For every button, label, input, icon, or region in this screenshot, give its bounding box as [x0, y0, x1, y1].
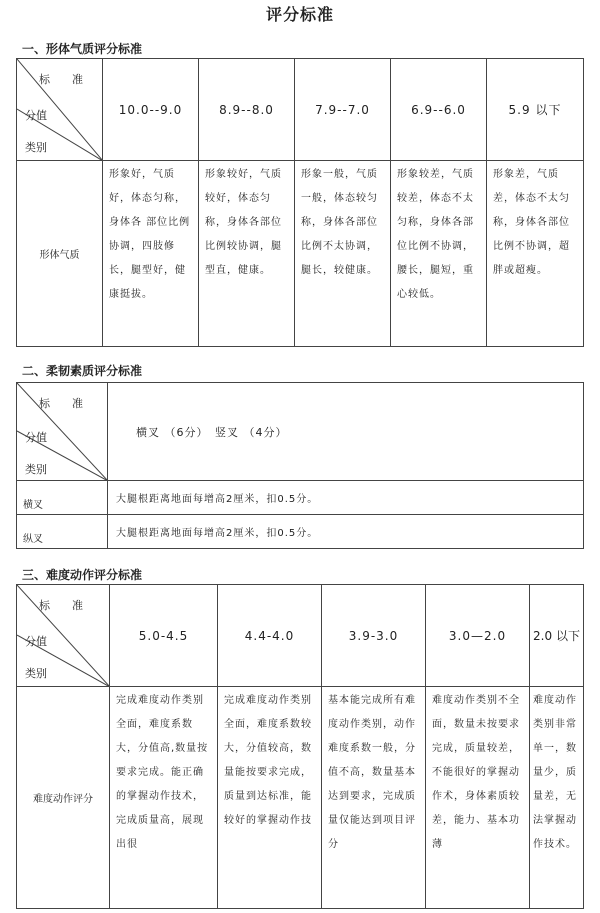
section1-cell: 形象一般，气质一般，体态较匀称，身体各部位比例不太协调，腿长，较健康。 — [295, 161, 391, 347]
section3-cell: 难度动作类别非常单一，数量少，质量差，无法掌握动作技术。 — [530, 687, 584, 909]
section2-row-label: 横叉 — [17, 481, 108, 515]
corner-std-label: 标 准 — [39, 73, 83, 86]
corner-value-label: 分值 — [25, 431, 47, 444]
corner-category-label: 类别 — [25, 667, 47, 680]
section3-cell: 完成难度动作类别全面，难度系数较大，分值较高，数量能按要求完成，质量到达标准，能较好的掌握动作技 — [218, 687, 322, 909]
section3-corner-cell — [17, 585, 110, 687]
corner-category-label: 类别 — [25, 141, 47, 154]
section3-col-header: 3.9-3.0 — [322, 585, 426, 687]
section2-table — [16, 382, 584, 549]
page-title: 评分标准 — [265, 5, 334, 24]
section1-heading: 一、形体气质评分标准 — [22, 42, 143, 56]
section1-cell: 形象好，气质好，体态匀称，身体各 部位比例协调，四肢修长，腿型好，健康挺拔。 — [103, 161, 199, 347]
section2-corner-cell — [17, 383, 108, 481]
corner-value-label: 分值 — [25, 635, 47, 648]
corner-category-label: 类别 — [25, 463, 47, 476]
section2-row-text: 大腿根距离地面每增高2厘米，扣0.5分。 — [108, 515, 584, 549]
section3-cell: 基本能完成所有难度动作类别，动作难度系数一般，分值不高，数量基本达到要求，完成质量仅能达到项目评分 — [322, 687, 426, 909]
section2-row-text: 大腿根距离地面每增高2厘米，扣0.5分。 — [108, 481, 584, 515]
section3-cell: 完成难度动作类别全面，难度系数大，分值高,数量按要求完成。能正确的掌握动作技术，完成质量高，展现出很 — [110, 687, 218, 909]
section3-table — [16, 584, 584, 909]
section1-corner-cell — [17, 59, 103, 161]
corner-std-label: 标 准 — [39, 397, 83, 410]
section3-cell: 难度动作类别不全面，数量未按要求完成，质量较差，不能很好的掌握动作术，身体素质较差，能力、基本功薄 — [426, 687, 530, 909]
section3-heading: 三、难度动作评分标准 — [22, 568, 143, 582]
corner-std-label: 标 准 — [39, 599, 83, 612]
section1-col-header: 8.9--8.0 — [199, 59, 295, 161]
section1-col-header: 6.9--6.0 — [391, 59, 487, 161]
section2-heading: 二、柔韧素质评分标准 — [22, 364, 143, 378]
section3-col-header: 3.0—2.0 — [426, 585, 530, 687]
section3-col-header: 2.0 以下 — [530, 585, 584, 687]
section1-cell: 形象差，气质差，体态不太匀称，身体各部位比例不协调，超胖或超瘦。 — [487, 161, 584, 347]
section2-row-label: 纵叉 — [17, 515, 108, 549]
section1-col-header: 5.9 以下 — [487, 59, 584, 161]
section1-cell: 形象较差，气质较差，体态不太匀称，身体各部位比例不协调，腰长，腿短，重心较低。 — [391, 161, 487, 347]
section3-col-header: 5.0-4.5 — [110, 585, 218, 687]
section3-col-header: 4.4-4.0 — [218, 585, 322, 687]
section1-cell: 形象较好，气质较好，体态匀称，身体各部位比例较协调，腿型直，健康。 — [199, 161, 295, 347]
section1-table — [16, 58, 584, 347]
section1-row-label: 形体气质 — [17, 161, 103, 347]
section3-row-label: 难度动作评分 — [17, 687, 110, 909]
section1-col-header: 7.9--7.0 — [295, 59, 391, 161]
section2-header-text: 横叉 （6分） 竖叉 （4分） — [108, 383, 584, 481]
section1-col-header: 10.0--9.0 — [103, 59, 199, 161]
corner-value-label: 分值 — [25, 109, 47, 122]
